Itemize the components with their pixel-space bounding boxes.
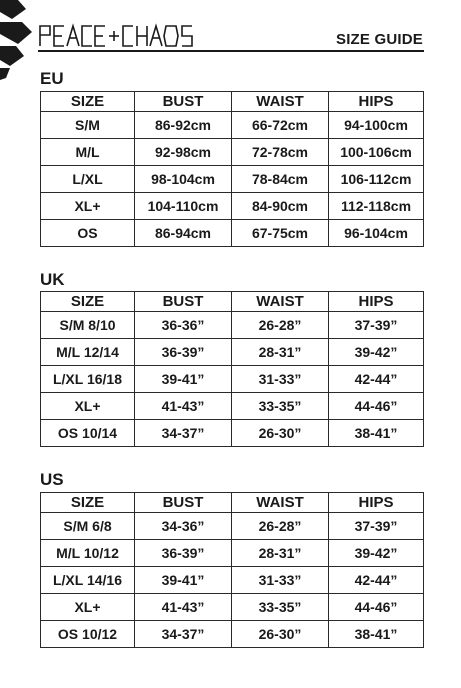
hips-cell: 37-39” [329,513,424,540]
header-divider [38,50,424,52]
page-title: SIZE GUIDE [335,31,423,48]
table-row [41,540,424,567]
size-cell: S/M 8/10 [41,312,135,339]
bust-cell: 104-110cm [135,193,232,220]
bust-cell: 41-43” [135,594,232,621]
bust-cell: 41-43” [135,393,232,420]
size-cell: OS 10/14 [41,420,135,447]
hips-cell: 37-39” [329,312,424,339]
table-row [41,139,424,166]
zigzag-logo-icon [0,0,40,80]
bust-cell: 39-41” [135,567,232,594]
table-header-row [41,493,424,513]
hips-cell: 39-42” [329,540,424,567]
waist-cell: 72-78cm [232,139,329,166]
table-row [41,166,424,193]
waist-cell: 67-75cm [232,220,329,247]
size-cell: OS [41,220,135,247]
hips-cell: 38-41” [329,420,424,447]
size-cell: L/XL 16/18 [41,366,135,393]
bust-cell: 36-36” [135,312,232,339]
size-table-us [40,492,424,648]
bust-cell: 36-39” [135,540,232,567]
column-header-bust: BUST [135,292,232,312]
section-label-uk: UK [40,270,65,289]
bust-cell: 34-37” [135,621,232,648]
hips-cell: 38-41” [329,621,424,648]
hips-cell: 106-112cm [329,166,424,193]
waist-cell: 31-33” [232,567,329,594]
table-row [41,621,424,648]
waist-cell: 28-31” [232,339,329,366]
bust-cell: 34-36” [135,513,232,540]
section-label-us: US [40,470,64,489]
size-cell: XL+ [41,594,135,621]
waist-cell: 28-31” [232,540,329,567]
column-header-waist: WAIST [232,92,329,112]
waist-cell: 31-33” [232,366,329,393]
size-cell: L/XL [41,166,135,193]
waist-cell: 26-28” [232,513,329,540]
column-header-hips: HIPS [329,292,424,312]
hips-cell: 100-106cm [329,139,424,166]
table-header-row [41,292,424,312]
hips-cell: 42-44” [329,366,424,393]
table-row [41,339,424,366]
waist-cell: 26-28” [232,312,329,339]
size-cell: XL+ [41,193,135,220]
column-header-waist: WAIST [232,292,329,312]
brand-wordmark-logo [38,22,213,48]
hips-cell: 44-46” [329,594,424,621]
column-header-bust: BUST [135,493,232,513]
waist-cell: 26-30” [232,621,329,648]
bust-cell: 39-41” [135,366,232,393]
size-cell: M/L [41,139,135,166]
waist-cell: 26-30” [232,420,329,447]
table-header-row [41,92,424,112]
size-cell: M/L 12/14 [41,339,135,366]
hips-cell: 96-104cm [329,220,424,247]
bust-cell: 34-37” [135,420,232,447]
table-row [41,312,424,339]
column-header-size: SIZE [41,292,135,312]
column-header-size: SIZE [41,92,135,112]
bust-cell: 98-104cm [135,166,232,193]
size-cell: XL+ [41,393,135,420]
hips-cell: 94-100cm [329,112,424,139]
table-row [41,393,424,420]
hips-cell: 39-42” [329,339,424,366]
table-row [41,594,424,621]
waist-cell: 78-84cm [232,166,329,193]
size-cell: M/L 10/12 [41,540,135,567]
hips-cell: 44-46” [329,393,424,420]
waist-cell: 66-72cm [232,112,329,139]
column-header-hips: HIPS [329,92,424,112]
column-header-bust: BUST [135,92,232,112]
column-header-hips: HIPS [329,493,424,513]
waist-cell: 33-35” [232,594,329,621]
table-row [41,567,424,594]
column-header-size: SIZE [41,493,135,513]
size-table-eu [40,91,424,247]
column-header-waist: WAIST [232,493,329,513]
hips-cell: 112-118cm [329,193,424,220]
size-cell: OS 10/12 [41,621,135,648]
size-cell: S/M 6/8 [41,513,135,540]
table-row [41,420,424,447]
section-label-eu: EU [40,69,64,88]
table-row [41,366,424,393]
table-row [41,220,424,247]
bust-cell: 36-39” [135,339,232,366]
bust-cell: 86-92cm [135,112,232,139]
size-table-uk [40,291,424,447]
bust-cell: 92-98cm [135,139,232,166]
waist-cell: 84-90cm [232,193,329,220]
size-cell: L/XL 14/16 [41,567,135,594]
table-row [41,513,424,540]
table-row [41,193,424,220]
table-row [41,112,424,139]
hips-cell: 42-44” [329,567,424,594]
bust-cell: 86-94cm [135,220,232,247]
size-cell: S/M [41,112,135,139]
waist-cell: 33-35” [232,393,329,420]
